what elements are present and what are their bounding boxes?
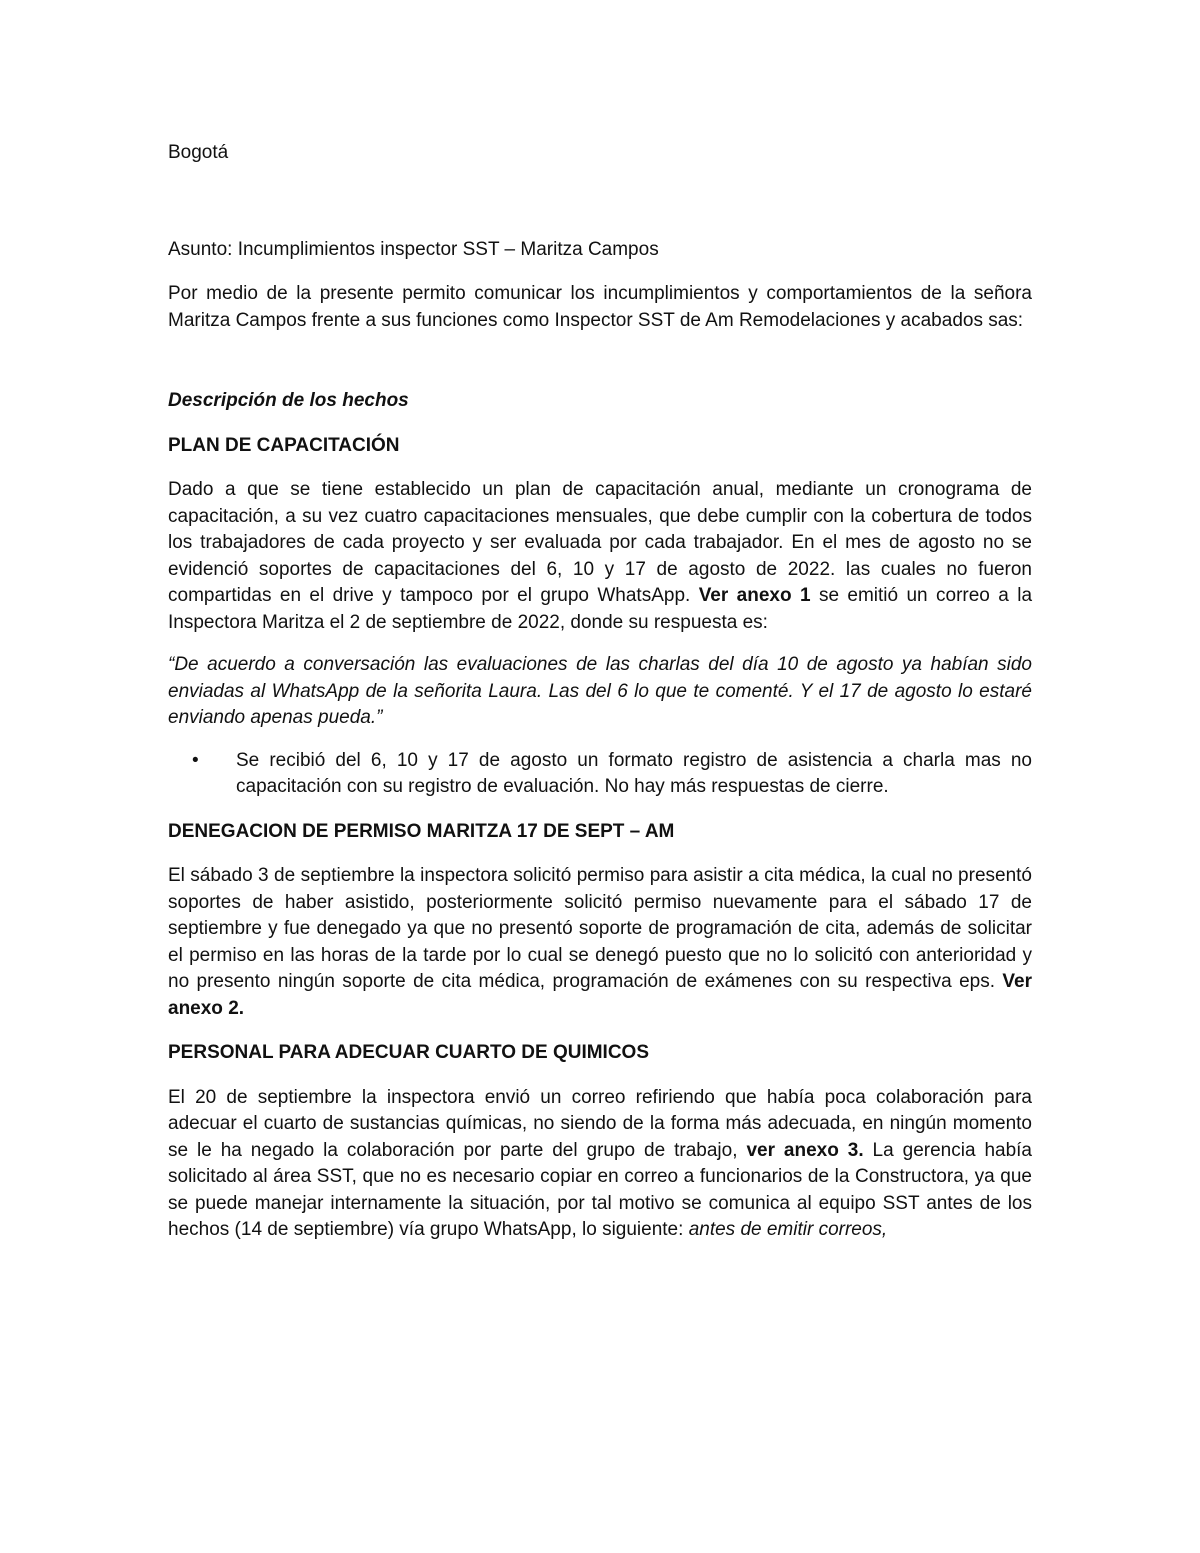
quoted-response: “De acuerdo a conversación las evaluaciones de las charlas del día 10 de agosto ya habían sido enviadas al WhatsApp de la señorita Laura. Las del 6 lo que te comenté. Y el 17 de agosto lo estaré enviando apenas pueda.” [168, 654, 1032, 728]
bullet-text: Se recibió del 6, 10 y 17 de agosto un formato registro de asistencia a charla mas no capacitación con su registro de evaluación. No hay más respuestas de cierre. [236, 749, 1032, 797]
paragraph-quimicos [168, 1085, 1032, 1244]
paragraph-capacitacion [168, 477, 1032, 636]
section-title-permiso: DENEGACION DE PERMISO MARITZA 17 DE SEPT – AM [168, 820, 675, 842]
letter-intro: Por medio de la presente permito comunicar los incumplimientos y comportamientos de la señora Maritza Campos frente a sus funciones como Inspector SST de Am Remodelaciones y acabados sas: [168, 283, 1032, 331]
letter-city: Bogotá [168, 142, 229, 163]
section-title-quimicos: PERSONAL PARA ADECUAR CUARTO DE QUIMICOS [168, 1042, 650, 1063]
bullet-item [168, 748, 1032, 801]
bullet-icon: • [192, 749, 199, 771]
paragraph-text: La gerencia había solicitado al área SST, que no es necesario copiar en correo a funcionarios de la Constructora, ya que se puede manejar internamente la situación, por tal motivo se comunica al equipo SST antes de los hechos (14 de septiembre) vía grupo WhatsApp, lo siguiente: [168, 1139, 1032, 1240]
annex-reference: ver anexo 3. [746, 1139, 864, 1161]
paragraph-text: Dado a que se tiene establecido un plan de capacitación anual, mediante un cronograma de capacitación, a su vez cuatro capacitaciones mensuales, que debe cumplir con la cobertura de todos los trabajadores de cada proyecto y ser evaluada por cada trabajador. En el mes de agosto no se evidenció soportes de capacitaciones del 6, 10 y 17 de agosto de 2022. las cuales no fueron compartidas en el drive y tampoco por el grupo WhatsApp. [168, 479, 1032, 606]
annex-reference: Ver anexo 1 [698, 585, 811, 606]
annex-reference: Ver anexo 2. [168, 971, 1032, 1019]
description-title: Descripción de los hechos [168, 390, 409, 411]
paragraph-permiso [168, 863, 1032, 1022]
italic-text: antes de emitir correos, [688, 1219, 888, 1240]
section-title-capacitacion: PLAN DE CAPACITACIÓN [168, 434, 400, 456]
paragraph-text: se emitió un correo a la Inspectora Maritza el 2 de septiembre de 2022, donde su respuesta es: [168, 585, 1033, 633]
letter-subject: Asunto: Incumplimientos inspector SST – Maritza Campos [168, 238, 659, 260]
paragraph-text: El sábado 3 de septiembre la inspectora solicitó permiso para asistir a cita médica, la cual no presentó soportes de haber asistido, posteriormente solicitó permiso nuevamente para el sábado 17 de septiembre y fue denegado ya que no presentó soporte de programación de cita, además de solicitar el permiso en las horas de la tarde por lo cual se denegó puesto que no lo solicitó con anterioridad y no presento ningún soporte de cita médica, programación de exámenes con su respectiva eps. [168, 865, 1032, 992]
paragraph-text: El 20 de septiembre la inspectora envió un correo refiriendo que había poca colaboración para adecuar el cuarto de sustancias químicas, no siendo de la forma más adecuada, en ningún momento se le ha negado la colaboración por parte del grupo de trabajo, [168, 1086, 1032, 1161]
letter-body [168, 140, 1032, 1244]
